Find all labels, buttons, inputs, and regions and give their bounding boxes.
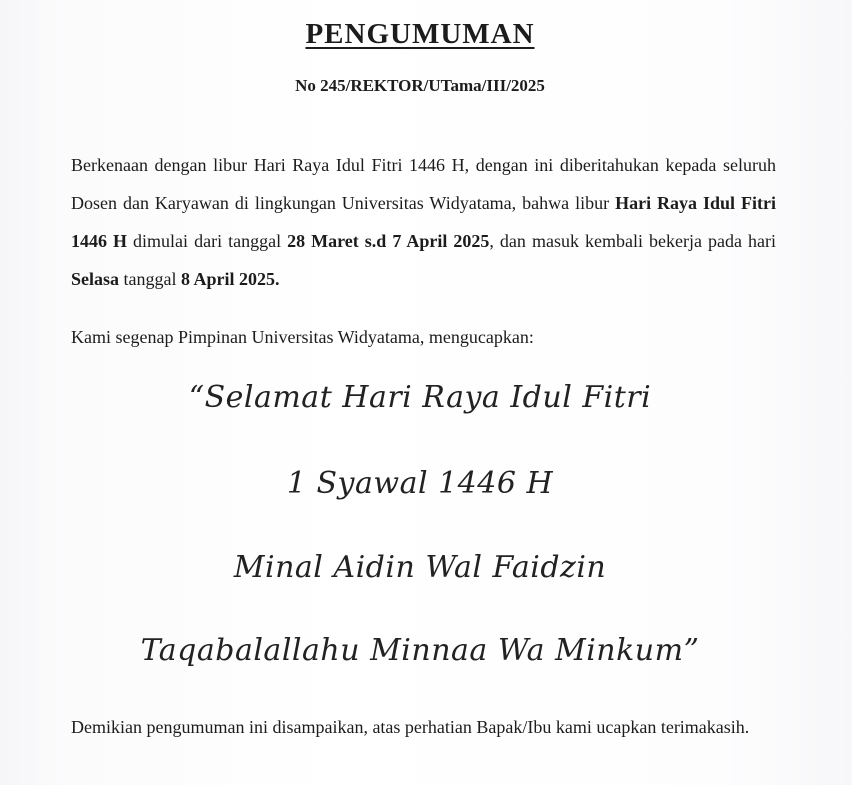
document-number: No 245/REKTOR/UTama/III/2025: [295, 76, 545, 95]
paragraph-text: , dan masuk kembali bekerja pada hari: [489, 231, 776, 251]
greeting-intro: Kami segenap Pimpinan Universitas Widyatama, mengucapkan:: [71, 327, 534, 347]
announcement-paragraph: [71, 146, 776, 298]
document-title: PENGUMUMAN: [305, 18, 535, 50]
holiday-date-range: 28 Maret s.d 7 April 2025: [287, 231, 490, 251]
holiday-name: Hari Raya Idul Fitri 1446 H: [71, 193, 776, 251]
paragraph-text: dimulai dari tanggal: [127, 231, 288, 251]
greeting-line-2: 1 Syawal 1446 H: [286, 466, 554, 501]
return-date: 8 April 2025.: [181, 269, 280, 289]
paragraph-text: Berkenaan dengan libur Hari Raya Idul Fitri 1446 H, dengan ini diberitahukan kepada seluruh Dosen dan Karyawan di lingkungan Universitas Widyatama, bahwa libur: [71, 155, 776, 213]
closing-paragraph: Demikian pengumuman ini disampaikan, atas perhatian Bapak/Ibu kami ucapkan terimakasih.: [71, 717, 750, 737]
greeting-line-1: “Selamat Hari Raya Idul Fitri: [188, 380, 652, 415]
greeting-line-4: Taqabalallahu Minnaa Wa Minkum”: [140, 633, 700, 668]
return-day: Selasa: [71, 269, 120, 289]
paragraph-text: tanggal: [119, 269, 181, 289]
greeting-line-3: Minal Aidin Wal Faidzin: [233, 550, 607, 585]
